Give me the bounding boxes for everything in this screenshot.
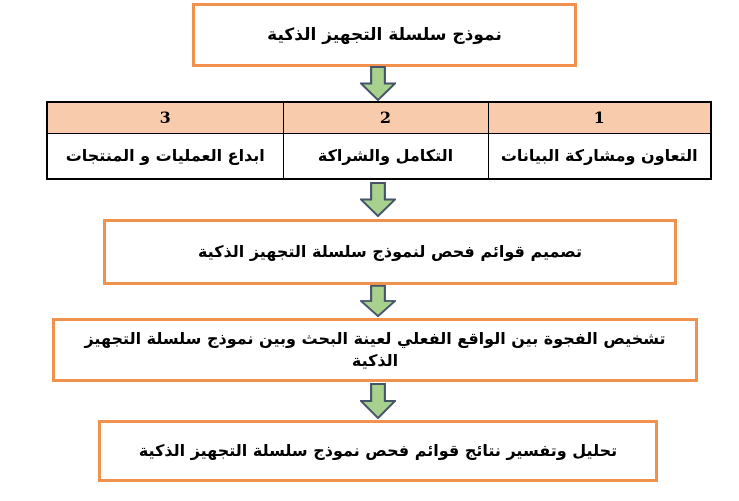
title-box-label: نموذج سلسلة التجهيز الذكية: [267, 24, 502, 45]
step-box-gap-diagnosis: [52, 318, 698, 382]
step-label: تحليل وتفسير نتائج قوائم فحص نموذج سلسلة التجهيز الذكية: [138, 441, 618, 461]
step-label: تشخيص الفجوة بين الواقع الفعلي لعينة البحث وبين نموذج سلسلة التجهيز الذكية: [84, 329, 666, 370]
down-arrow-icon: [360, 285, 396, 317]
step-box-design-checklists: [103, 219, 677, 285]
table-header-col-1: 1: [488, 102, 711, 133]
table-header-col-3: 3: [47, 102, 283, 133]
table-body-row: [47, 133, 711, 179]
table-header-row: [47, 102, 711, 133]
table-header-col-2: 2: [283, 102, 488, 133]
model-dimensions-table: [46, 101, 712, 180]
table-cell-dimension-1: التعاون ومشاركة البيانات: [488, 133, 711, 179]
down-arrow-icon: [360, 182, 396, 217]
down-arrow-icon: [360, 66, 396, 101]
table-cell-dimension-2: التكامل والشراكة: [283, 133, 488, 179]
down-arrow-icon: [360, 383, 396, 419]
step-box-analyze-results: [98, 420, 658, 482]
table-cell-dimension-3: ابداع العمليات و المنتجات: [47, 133, 283, 179]
title-box: [192, 3, 577, 67]
step-label: تصميم قوائم فحص لنموذج سلسلة التجهيز الذكية: [197, 242, 583, 262]
